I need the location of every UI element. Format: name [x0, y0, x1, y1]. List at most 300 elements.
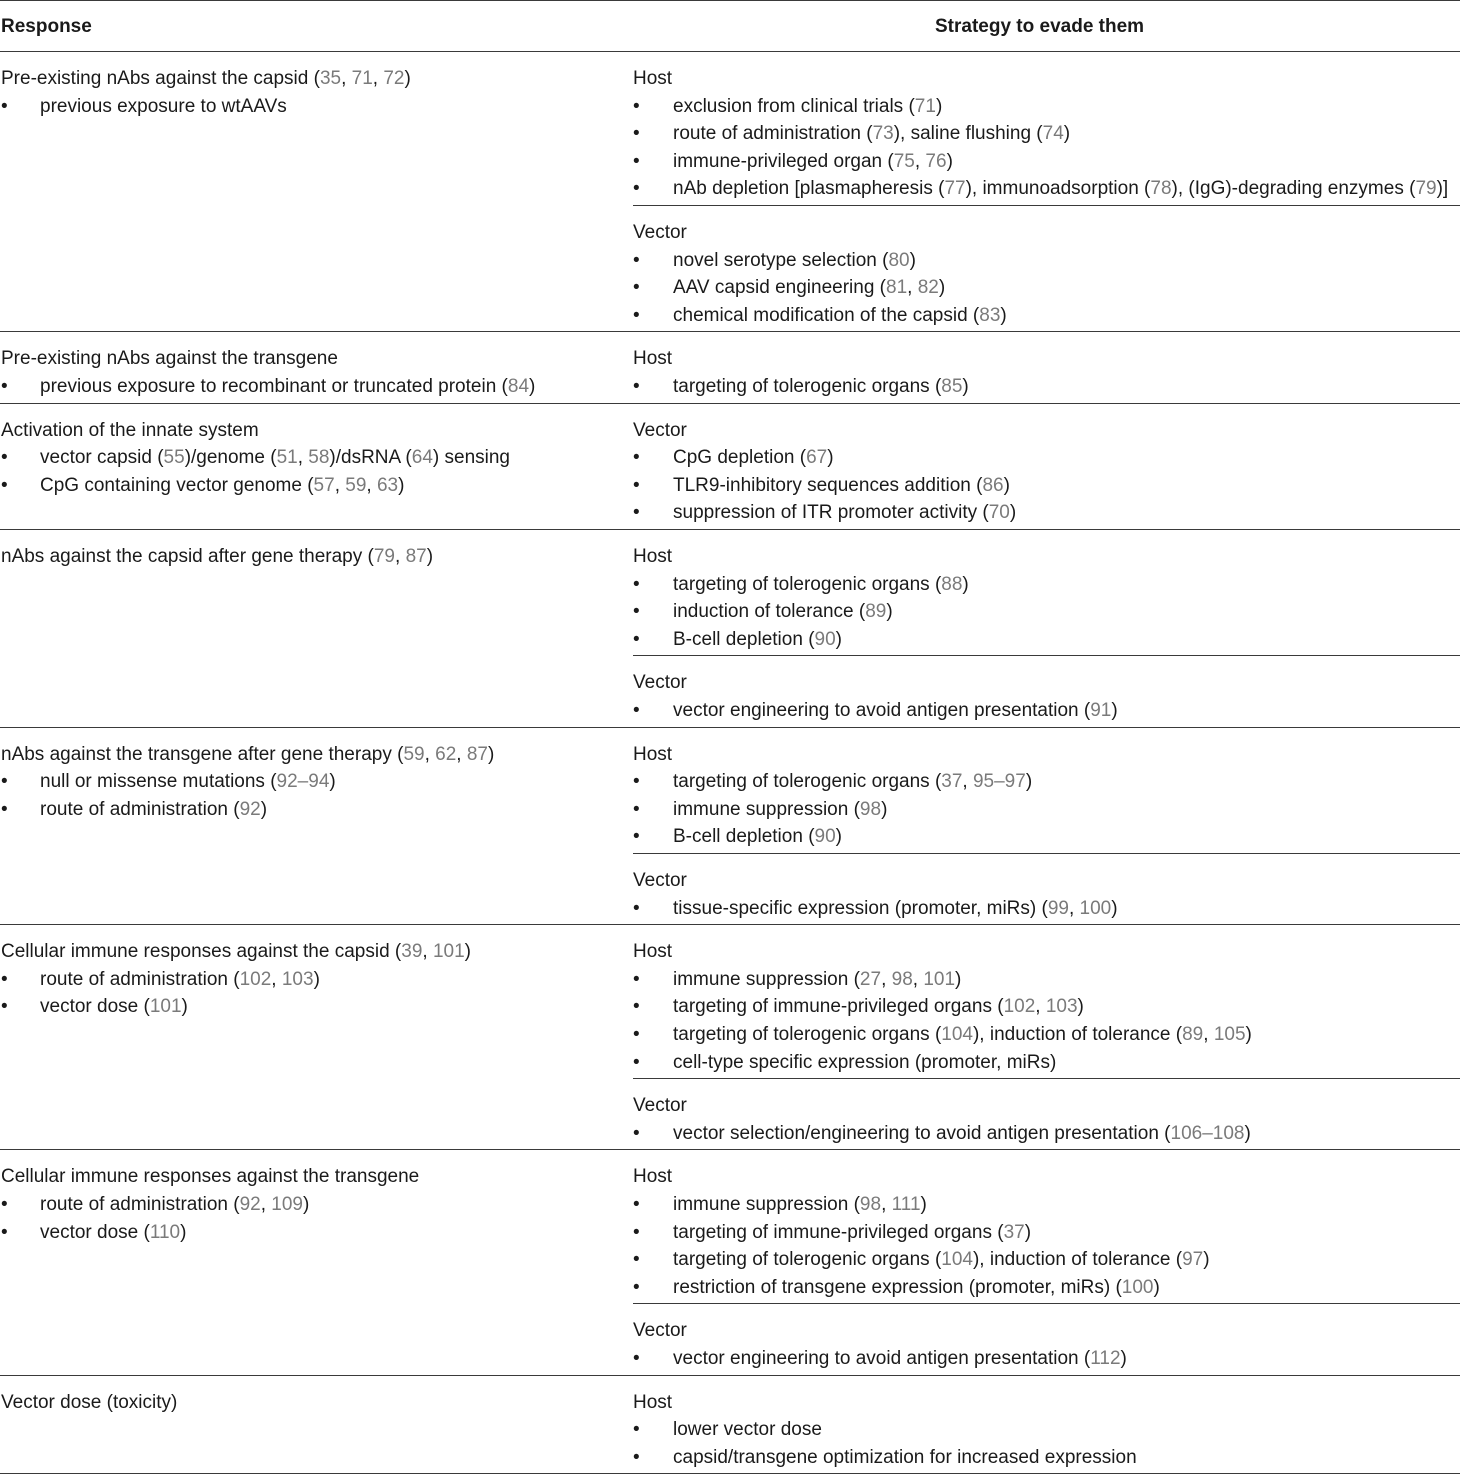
table-row — [0, 1150, 1460, 1374]
bullet-icon: • — [633, 1249, 640, 1271]
text-segment: , — [1068, 897, 1080, 919]
reference: 100 — [1121, 1276, 1154, 1298]
bullet-text — [673, 175, 1448, 203]
text-segment: Cellular immune responses against the capsid ( — [1, 941, 402, 963]
text-segment: , — [1035, 996, 1046, 1018]
strategy-block-vector — [633, 404, 1460, 529]
strategy-cell — [633, 1150, 1460, 1374]
bullet-text — [673, 697, 1118, 725]
reference: 76 — [925, 150, 947, 172]
bullet-text — [40, 993, 188, 1021]
text-segment: targeting of tolerogenic organs ( — [673, 573, 942, 595]
reference: 39 — [401, 941, 423, 963]
reference: 103 — [1045, 996, 1078, 1018]
text-segment: ) — [1000, 304, 1007, 326]
reference: 105 — [1213, 1023, 1246, 1045]
text-segment: Pre-existing nAbs against the capsid ( — [1, 68, 320, 89]
reference: 104 — [941, 1249, 973, 1271]
bullet-text — [673, 1021, 1252, 1049]
bullet-icon: • — [633, 474, 640, 496]
text-segment: ) — [404, 68, 411, 89]
table-row — [0, 530, 1460, 727]
reference: 106–108 — [1170, 1122, 1245, 1144]
text-segment: )/dsRNA ( — [329, 447, 412, 469]
text-segment: )/genome ( — [184, 447, 277, 469]
text-segment: vector engineering to avoid antigen presentation ( — [673, 699, 1091, 721]
reference: 92 — [239, 798, 261, 820]
strategy-label: Vector — [633, 1320, 687, 1342]
text-segment: ) — [1111, 897, 1118, 919]
bullet-text — [673, 823, 842, 851]
strategy-item — [633, 1049, 1460, 1077]
text-segment: vector engineering to avoid antigen presentation ( — [673, 1347, 1091, 1369]
text-segment: immune suppression ( — [673, 968, 860, 990]
text-segment: targeting of tolerogenic organs ( — [673, 771, 942, 793]
bullet-icon: • — [1, 996, 8, 1018]
text-segment: nAbs against the capsid after gene therapy ( — [1, 545, 374, 567]
strategy-label: Vector — [633, 419, 687, 441]
reference: 84 — [507, 375, 530, 397]
table-row — [0, 332, 1460, 402]
bullet-text — [673, 93, 942, 121]
strategy-cell — [633, 728, 1460, 925]
bullet-icon: • — [1, 798, 8, 820]
text-segment: ) — [938, 277, 946, 299]
text-segment: ) — [313, 968, 320, 990]
bullet-icon: • — [1, 447, 8, 469]
text-segment: ) — [946, 150, 953, 172]
strategy-block-vector — [633, 206, 1460, 331]
bullet-text — [673, 247, 916, 275]
table-bottom-rule — [0, 1473, 1460, 1474]
text-segment: ) — [1009, 502, 1017, 524]
reference: 112 — [1090, 1347, 1121, 1369]
bullet-icon: • — [633, 502, 640, 524]
text-segment: ), induction of tolerance ( — [972, 1249, 1183, 1271]
bullet-text — [673, 120, 1070, 148]
text-segment: , — [341, 68, 352, 89]
text-segment: , — [881, 968, 892, 990]
strategy-cell — [633, 530, 1460, 727]
text-segment: novel serotype selection ( — [673, 249, 889, 271]
response-item — [1, 1191, 621, 1219]
reference: 74 — [1042, 123, 1064, 145]
bullet-text — [40, 93, 287, 121]
text-segment: induction of tolerance ( — [673, 601, 866, 623]
text-segment: ), immunoadsorption ( — [965, 178, 1151, 200]
strategy-item — [633, 444, 1460, 472]
text-segment: CpG containing vector genome ( — [40, 474, 314, 496]
text-segment: ) — [1153, 1276, 1160, 1298]
strategy-block-host — [633, 728, 1460, 853]
text-segment: ) — [180, 1221, 187, 1243]
bullet-icon: • — [633, 798, 640, 820]
strategy-item — [633, 1120, 1460, 1148]
bullet-text — [40, 1191, 309, 1219]
response-cell — [1, 741, 621, 824]
bullet-text — [673, 274, 945, 302]
text-segment: ), saline flushing ( — [893, 123, 1043, 145]
reference: 91 — [1090, 699, 1112, 721]
bullet-text — [40, 444, 510, 472]
header-response: Response — [1, 16, 92, 37]
strategy-cell — [633, 332, 1460, 402]
text-segment: ), (IgG)-degrading enzymes ( — [1171, 178, 1416, 200]
strategy-label: Host — [633, 545, 673, 567]
bullet-icon: • — [633, 826, 640, 848]
strategy-block-host — [633, 1150, 1460, 1303]
strategy-item — [633, 1444, 1460, 1472]
bullet-icon: • — [633, 1122, 640, 1144]
reference: 64 — [411, 447, 433, 469]
text-segment: AAV capsid engineering ( — [673, 277, 886, 299]
strategy-label: Host — [633, 743, 673, 765]
bullet-icon: • — [633, 771, 640, 793]
bullet-icon: • — [633, 447, 640, 469]
text-segment: tissue-specific expression (promoter, miRs) ( — [673, 897, 1048, 919]
text-segment: targeting of tolerogenic organs ( — [673, 1249, 942, 1271]
reference: 77 — [944, 178, 966, 200]
reference: 80 — [888, 249, 910, 271]
table-row — [0, 925, 1460, 1149]
response-title — [1, 417, 621, 445]
strategy-block-vector — [633, 854, 1460, 924]
text-segment: nAb depletion [plasmapheresis ( — [673, 178, 945, 200]
reference: 57 — [313, 474, 335, 496]
strategy-block-vector — [633, 1079, 1460, 1149]
text-segment: ) — [1244, 1122, 1251, 1144]
text-segment: ) — [955, 968, 962, 990]
response-cell — [1, 543, 621, 571]
bullet-icon: • — [633, 601, 640, 623]
text-segment: , — [912, 968, 924, 990]
text-segment: ) — [398, 474, 405, 496]
text-segment: , — [962, 771, 973, 793]
bullet-text — [40, 966, 320, 994]
reference: 98 — [891, 968, 913, 990]
text-segment: ) — [1003, 474, 1010, 496]
bullet-icon: • — [633, 150, 640, 172]
strategy-label: Vector — [633, 221, 687, 243]
strategy-item — [633, 1021, 1460, 1049]
text-segment: ) — [935, 95, 943, 117]
response-title — [1, 345, 621, 373]
strategy-item — [633, 697, 1460, 725]
reference: 71 — [914, 95, 936, 117]
reference: 37 — [1003, 1221, 1025, 1243]
bullet-text — [673, 1444, 1137, 1472]
strategy-item — [633, 626, 1460, 654]
bullet-icon: • — [633, 304, 640, 326]
bullet-text — [673, 373, 969, 401]
text-segment: , — [260, 1193, 272, 1215]
reference: 92–94 — [276, 771, 330, 793]
reference: 73 — [872, 123, 894, 145]
response-title — [1, 741, 621, 769]
bullet-icon: • — [1, 771, 8, 793]
text-segment: , — [366, 474, 377, 496]
reference: 111 — [891, 1193, 921, 1215]
bullet-text — [40, 1219, 186, 1247]
bullet-text — [673, 302, 1007, 330]
bullet-text — [673, 895, 1118, 923]
bullet-text — [673, 993, 1084, 1021]
strategy-block-host — [633, 530, 1460, 655]
text-segment: route of administration ( — [40, 1193, 240, 1215]
strategy-block-host — [633, 925, 1460, 1078]
reference: 51 — [276, 447, 298, 469]
text-segment: )] — [1436, 178, 1449, 200]
header-strategy: Strategy to evade them — [935, 16, 1145, 37]
text-segment: vector selection/engineering to avoid antigen presentation ( — [673, 1122, 1171, 1144]
reference: 90 — [814, 628, 836, 650]
reference: 83 — [979, 304, 1001, 326]
text-segment: ) — [1063, 123, 1071, 145]
response-title — [1, 65, 621, 93]
reference: 67 — [806, 447, 828, 469]
text-segment: ) — [181, 996, 188, 1018]
reference: 78 — [1150, 178, 1172, 200]
response-cell — [1, 1163, 621, 1246]
bullet-text — [673, 444, 834, 472]
bullet-icon: • — [633, 1446, 640, 1468]
text-segment: ) — [529, 375, 536, 397]
strategy-item — [633, 796, 1460, 824]
reference: 98 — [859, 798, 882, 820]
response-title — [1, 1163, 621, 1191]
bullet-icon: • — [633, 1347, 640, 1369]
strategy-item — [633, 93, 1460, 121]
strategy-cell — [633, 404, 1460, 529]
text-segment: , — [372, 68, 384, 89]
strategy-label: Vector — [633, 869, 687, 891]
bullet-icon: • — [633, 178, 640, 200]
reference: 72 — [383, 68, 405, 89]
response-item — [1, 444, 621, 472]
bullet-icon: • — [633, 1221, 640, 1243]
text-segment: cell-type specific expression (promoter, miRs) — [673, 1051, 1057, 1073]
reference: 88 — [941, 573, 963, 595]
strategy-item — [633, 1345, 1460, 1373]
text-segment: immune-privileged organ ( — [673, 150, 894, 172]
text-segment: restriction of transgene expression (promoter, miRs) ( — [673, 1276, 1122, 1298]
bullet-icon: • — [633, 1023, 640, 1045]
response-item — [1, 796, 621, 824]
reference: 75 — [893, 150, 915, 172]
strategy-item — [633, 823, 1460, 851]
strategy-item — [633, 1274, 1460, 1302]
reference: 101 — [432, 941, 465, 963]
text-segment: , — [271, 968, 282, 990]
reference: 101 — [149, 996, 182, 1018]
bullet-icon: • — [633, 897, 640, 919]
text-segment: , — [907, 277, 918, 299]
text-segment: ) — [426, 545, 434, 567]
text-segment: chemical modification of the capsid ( — [673, 304, 980, 326]
response-cell — [1, 1389, 621, 1417]
reference: 85 — [941, 375, 963, 397]
reference: 59 — [345, 474, 367, 496]
text-segment: CpG depletion ( — [673, 447, 807, 469]
reference: 100 — [1079, 897, 1112, 919]
bullet-icon: • — [633, 628, 640, 650]
strategy-block-vector — [633, 1304, 1460, 1374]
text-segment: suppression of ITR promoter activity ( — [673, 502, 989, 524]
strategy-label: Host — [633, 348, 673, 370]
reference: 101 — [923, 968, 956, 990]
bullet-icon: • — [1, 1193, 8, 1215]
response-item — [1, 93, 621, 121]
text-segment: vector dose ( — [40, 996, 150, 1018]
bullet-text — [673, 1274, 1160, 1302]
text-segment: , — [914, 150, 926, 172]
table-header — [0, 1, 1460, 51]
bullet-text — [673, 626, 842, 654]
strategy-item — [633, 175, 1460, 203]
text-segment: , — [424, 743, 436, 765]
strategy-cell — [633, 1376, 1460, 1474]
text-segment: Cellular immune responses against the transgene — [1, 1166, 420, 1188]
text-segment: ) — [962, 573, 969, 595]
text-segment: ) — [1024, 1221, 1032, 1243]
text-segment: immune suppression ( — [673, 1193, 860, 1215]
bullet-text — [40, 768, 336, 796]
strategy-item — [633, 148, 1460, 176]
text-segment: ) — [909, 249, 916, 271]
bullet-icon: • — [1, 375, 8, 397]
text-segment: lower vector dose — [673, 1419, 822, 1441]
text-segment: route of administration ( — [673, 123, 873, 145]
strategy-cell — [633, 52, 1460, 331]
strategy-cell — [633, 925, 1460, 1149]
text-segment: exclusion from clinical trials ( — [673, 95, 915, 117]
response-item — [1, 1219, 621, 1247]
bullet-text — [673, 598, 893, 626]
text-segment: ), induction of tolerance ( — [972, 1023, 1183, 1045]
reference: 87 — [466, 743, 488, 765]
bullet-text — [673, 768, 1032, 796]
strategy-item — [633, 993, 1460, 1021]
reference: 82 — [917, 277, 939, 299]
text-segment: ) — [464, 941, 471, 963]
bullet-icon: • — [633, 1419, 640, 1441]
table-row — [0, 404, 1460, 529]
reference: 92 — [239, 1193, 261, 1215]
text-segment: Activation of the innate system — [1, 419, 259, 441]
strategy-block-vector — [633, 656, 1460, 726]
strategy-label: Host — [633, 68, 673, 89]
text-segment: targeting of tolerogenic organs ( — [673, 375, 942, 397]
reference: 90 — [814, 826, 836, 848]
bullet-text — [40, 373, 535, 401]
reference: 79 — [373, 545, 395, 567]
text-segment: immune suppression ( — [673, 798, 860, 820]
text-segment: , — [297, 447, 309, 469]
text-segment: ) — [886, 601, 893, 623]
bullet-icon: • — [1, 1221, 8, 1243]
bullet-icon: • — [633, 1276, 640, 1298]
table-row — [0, 52, 1460, 331]
strategy-block-host — [633, 332, 1460, 402]
strategy-item — [633, 247, 1460, 275]
reference: 89 — [865, 601, 887, 623]
text-segment: route of administration ( — [40, 798, 240, 820]
strategy-item — [633, 1191, 1460, 1219]
strategy-item — [633, 373, 1460, 401]
strategy-block-host — [633, 52, 1460, 205]
text-segment: ) sensing — [432, 447, 511, 469]
bullet-text — [673, 1191, 927, 1219]
bullet-text — [673, 796, 887, 824]
text-segment: B-cell depletion ( — [673, 826, 815, 848]
text-segment: , — [422, 941, 433, 963]
reference: 87 — [405, 545, 427, 567]
bullet-text — [673, 148, 953, 176]
bullet-icon: • — [633, 968, 640, 990]
text-segment: previous exposure to recombinant or truncated protein ( — [40, 375, 508, 397]
text-segment: , — [881, 1193, 892, 1215]
text-segment: TLR9-inhibitory sequences addition ( — [673, 474, 983, 496]
bullet-icon: • — [633, 996, 640, 1018]
reference: 70 — [988, 502, 1010, 524]
reference: 98 — [859, 1193, 882, 1215]
strategy-item — [633, 302, 1460, 330]
text-segment: route of administration ( — [40, 968, 240, 990]
response-title — [1, 543, 621, 571]
text-segment: , — [1203, 1023, 1214, 1045]
bullet-icon: • — [1, 474, 8, 496]
reference: 63 — [376, 474, 399, 496]
response-cell — [1, 938, 621, 1021]
text-segment: ) — [1025, 771, 1033, 793]
reference: 71 — [351, 68, 373, 89]
strategy-item — [633, 1416, 1460, 1444]
text-segment: ) — [260, 798, 268, 820]
strategy-item — [633, 499, 1460, 527]
bullet-text — [673, 1345, 1127, 1373]
text-segment: targeting of immune-privileged organs ( — [673, 996, 1004, 1018]
bullet-icon: • — [633, 573, 640, 595]
strategy-item — [633, 472, 1460, 500]
bullet-icon: • — [633, 95, 640, 117]
text-segment: B-cell depletion ( — [673, 628, 815, 650]
text-segment: vector capsid ( — [40, 447, 164, 469]
text-segment: null or missense mutations ( — [40, 771, 277, 793]
response-item — [1, 993, 621, 1021]
text-segment: ) — [1077, 996, 1084, 1018]
text-segment: ) — [1203, 1249, 1210, 1271]
reference: 99 — [1047, 897, 1069, 919]
text-segment: ) — [303, 1193, 310, 1215]
strategy-label: Vector — [633, 672, 687, 694]
text-segment: vector dose ( — [40, 1221, 150, 1243]
reference: 58 — [308, 447, 330, 469]
table-row — [0, 1376, 1460, 1474]
bullet-text — [673, 1049, 1056, 1077]
bullet-text — [673, 1219, 1031, 1247]
response-item — [1, 373, 621, 401]
bullet-text — [673, 966, 961, 994]
strategy-label: Host — [633, 1166, 673, 1188]
text-segment: targeting of immune-privileged organs ( — [673, 1221, 1004, 1243]
bullet-text — [673, 472, 1010, 500]
reference: 62 — [435, 743, 457, 765]
bullet-text — [673, 571, 969, 599]
bullet-icon: • — [633, 1193, 640, 1215]
table-row — [0, 728, 1460, 925]
response-item — [1, 768, 621, 796]
strategy-label: Host — [633, 941, 673, 963]
